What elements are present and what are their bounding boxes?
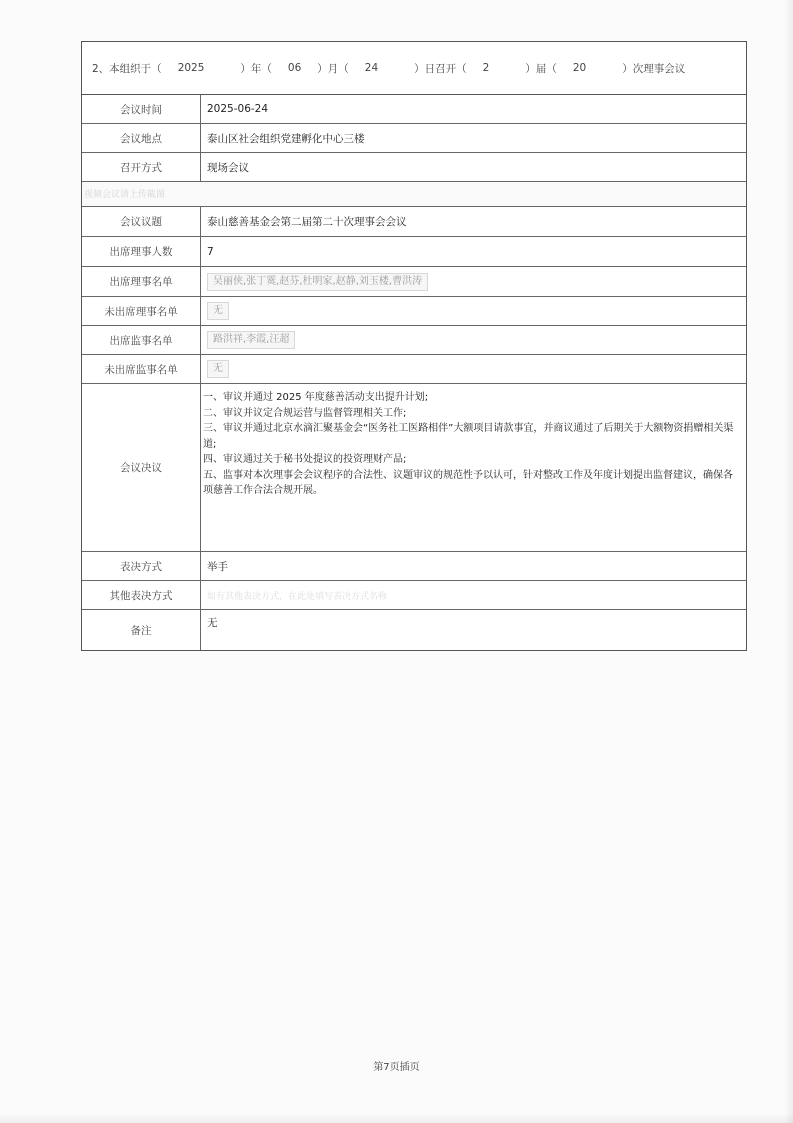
- other-vote-placeholder: 如有其他表决方式，在此处填写表决方式名称: [207, 591, 388, 602]
- header-prefix: 2、本组织于（: [92, 62, 162, 75]
- row-attend-names: [82, 267, 746, 297]
- resolutions-text: [201, 384, 746, 551]
- absent-names-cell: [201, 297, 746, 325]
- header-month-unit: ）月（: [317, 62, 349, 75]
- attend-count-value: 7: [207, 245, 214, 258]
- resolutions-label: 会议决议: [82, 384, 201, 551]
- resolution-item: 一、审议并通过 2025 年度慈善活动支出提升计划;: [203, 392, 429, 403]
- supervisor-names-chip: 路洪祥,李霞,汪超: [207, 331, 295, 349]
- header-day: 24: [364, 62, 379, 74]
- absent-supervisor-label: 未出席监事名单: [82, 355, 201, 383]
- supervisor-names-cell: [201, 326, 746, 354]
- row-meeting-place: [82, 124, 746, 153]
- meeting-time-label: 会议时间: [82, 95, 201, 123]
- attend-names-cell: [201, 267, 746, 296]
- meeting-time-value: 2025-06-24: [207, 103, 269, 115]
- row-remark: [82, 610, 746, 650]
- meeting-method-label: 召开方式: [82, 153, 201, 181]
- other-vote-label: 其他表决方式: [82, 581, 201, 609]
- other-vote-cell: [201, 581, 746, 609]
- resolution-item: 四、审议通过关于秘书处提议的投资理财产品;: [203, 454, 407, 465]
- header-day-unit: ）日召开（: [414, 62, 467, 75]
- page-footer: 第7页插页: [373, 1062, 420, 1073]
- row-meeting-time: [82, 95, 746, 124]
- vote-method-value: 举手: [207, 560, 228, 573]
- faint-note-text: 视频会议请上传截图: [84, 190, 166, 200]
- row-other-vote: [82, 581, 746, 610]
- meeting-header: [82, 42, 746, 95]
- vote-method-label: 表决方式: [82, 552, 201, 580]
- header-session-unit: ）届（: [525, 62, 557, 75]
- row-supervisor-names: [82, 326, 746, 355]
- meeting-record-table: [81, 41, 747, 651]
- row-absent-names: [82, 297, 746, 326]
- resolution-item: 二、审议并议定合规运营与监督管理相关工作;: [203, 407, 407, 419]
- header-session: 2: [482, 62, 490, 74]
- absent-supervisor-chip: 无: [207, 360, 229, 378]
- row-attend-count: [82, 237, 746, 267]
- header-year: 2025: [177, 62, 205, 74]
- meeting-topic-label: 会议议题: [82, 207, 201, 236]
- row-resolutions: [82, 384, 746, 552]
- attend-count-label: 出席理事人数: [82, 237, 201, 266]
- header-month: 06: [287, 62, 302, 74]
- meeting-topic-value: 泰山慈善基金会第二届第二十次理事会会议: [207, 216, 407, 228]
- row-meeting-method: [82, 153, 746, 182]
- meeting-place-label: 会议地点: [82, 124, 201, 152]
- scan-bottom-shadow: [0, 1113, 793, 1123]
- absent-supervisor-cell: [201, 355, 746, 383]
- meeting-method-value: 现场会议: [207, 161, 249, 174]
- resolution-item: 五、监事对本次理事会会议程序的合法性、议题审议的规范性予以认可，针对整改工作及年度计划提出监督建议，确保各项慈善工作合法合规开展。: [203, 469, 733, 496]
- absent-names-chip: 无: [207, 302, 229, 320]
- remark-value: 无: [207, 617, 218, 629]
- row-vote-method: [82, 552, 746, 581]
- resolution-item: 三、审议并通过北京水滴汇聚基金会“医务社工医路相伴”大额项目请款事宜，并商议通过了后期关于大额物资捐赠相关渠道;: [203, 423, 734, 450]
- header-meeting-no: 20: [572, 62, 587, 74]
- meeting-place-value: 泰山区社会组织党建孵化中心三楼: [207, 132, 365, 145]
- scan-edge-shadow: [785, 0, 793, 1123]
- row-meeting-topic: [82, 207, 746, 237]
- header-year-unit: ）年（: [240, 62, 272, 75]
- attend-names-chip: 吴丽侠,张丁霙,赵芬,杜明家,赵静,刘玉楼,曹洪涛: [207, 273, 428, 291]
- attend-names-label: 出席理事名单: [82, 267, 201, 296]
- absent-names-label: 未出席理事名单: [82, 297, 201, 325]
- supervisor-names-label: 出席监事名单: [82, 326, 201, 354]
- remark-label: 备注: [82, 610, 201, 650]
- faint-note-band: [82, 182, 746, 207]
- row-absent-supervisor: [82, 355, 746, 384]
- header-meeting-unit: ）次理事会议: [622, 62, 686, 75]
